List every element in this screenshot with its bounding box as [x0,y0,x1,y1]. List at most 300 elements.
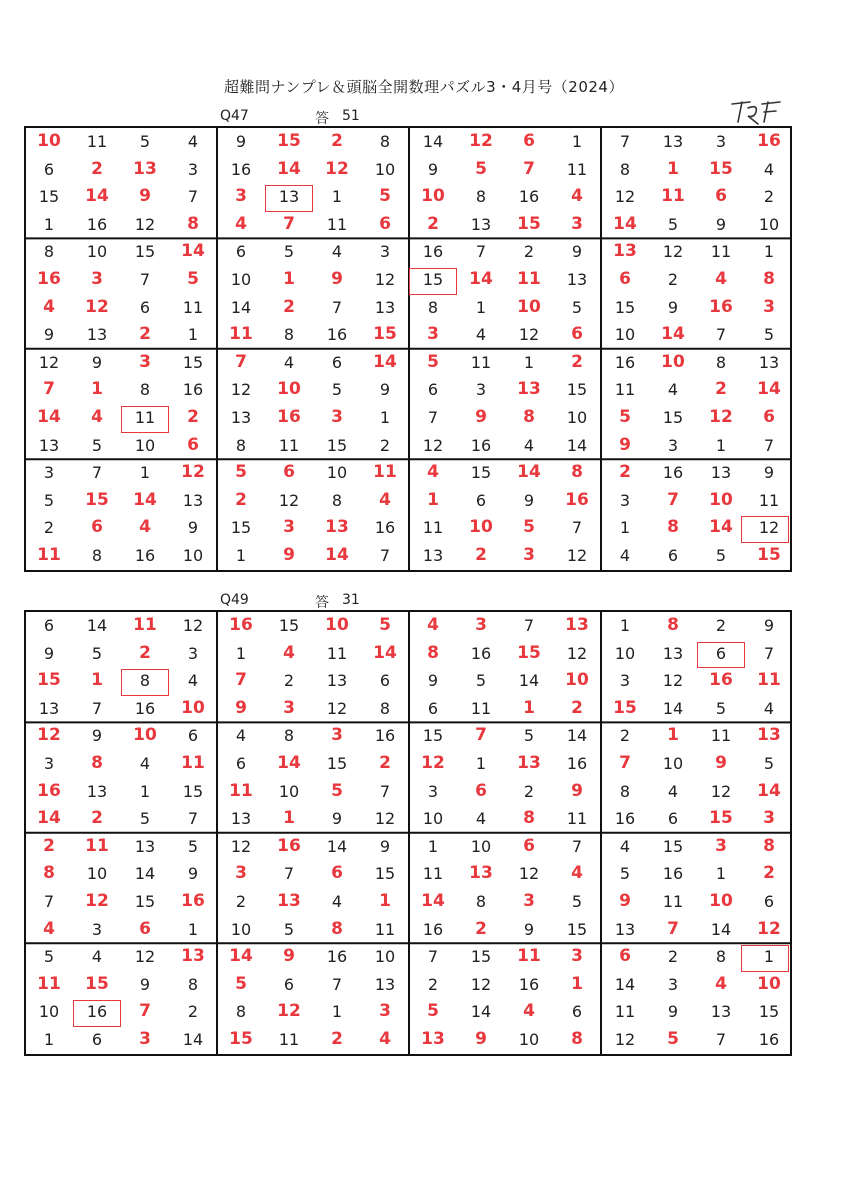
grid-cell: 2 [667,270,679,289]
grid-cell: 10 [182,546,204,565]
sudoku-grid [24,126,792,572]
grid-cell: 3 [91,269,103,289]
grid-cell: 7 [331,297,343,317]
grid-cell: 5 [523,517,535,538]
grid-cell: 4 [91,947,103,967]
grid-cell: 16 [518,974,540,994]
grid-cell: 5 [619,407,631,427]
grid-cell: 1 [763,242,775,262]
grid-cell: 9 [331,269,343,289]
grid-cell: 8 [523,808,535,829]
grid-cell: 16 [422,919,444,939]
grid-cell: 8 [427,297,439,317]
grid-cell: 11 [86,132,108,151]
grid-cell: 15 [230,518,252,538]
grid-cell: 8 [475,187,487,207]
grid-cell: 11 [517,946,541,967]
grid-cell: 7 [523,616,535,635]
grid-cell: 12 [326,698,348,718]
grid-cell: 8 [379,132,391,151]
grid-cell: 13 [470,214,492,234]
grid-cell: 6 [43,159,55,179]
grid-cell: 12 [374,809,396,829]
grid-cell: 10 [517,296,541,317]
grid-cell: 4 [91,407,103,427]
grid-cell: 5 [427,351,439,372]
grid-cell: 16 [709,670,733,691]
grid-cell: 13 [278,187,300,207]
grid-cell: 11 [517,269,541,289]
grid-cell: 6 [139,297,151,317]
grid-cell: 4 [187,671,199,691]
highlight-box [409,268,457,295]
grid-cell: 13 [277,891,301,911]
grid-cell: 1 [763,947,775,967]
grid-cell: 15 [470,463,492,483]
grid-cell: 9 [523,919,535,939]
grid-cell: 16 [37,269,61,289]
grid-cell: 1 [331,1002,343,1022]
grid-cell: 11 [37,545,61,565]
grid-cell: 1 [667,725,679,746]
grid-cell: 7 [763,435,775,455]
grid-cell: 11 [566,159,588,179]
grid-cell: 13 [517,753,541,773]
grid-cell: 7 [667,489,679,510]
grid-cell: 12 [757,918,781,939]
grid-cell: 16 [422,242,444,262]
grid-cell: 11 [181,753,205,773]
grid-cell: 13 [710,1002,732,1022]
grid-cell: 11 [470,698,492,718]
grid-cell: 14 [373,642,397,663]
grid-cell: 3 [571,213,583,234]
grid-cell: 8 [763,269,775,289]
grid-cell: 16 [566,754,588,773]
grid-cell: 9 [571,242,583,262]
grid-cell: 5 [427,1001,439,1022]
grid-cell: 6 [331,863,343,884]
grid-cell: 6 [331,352,343,372]
grid-cell: 6 [235,242,247,262]
grid-cell: 4 [139,517,151,538]
grid-cell: 6 [187,726,199,746]
grid-cell: 5 [763,325,775,345]
grid-cell: 13 [757,725,781,746]
grid-cell: 6 [235,754,247,773]
grid-cell: 14 [229,946,253,967]
grid-cell: 9 [139,974,151,994]
grid-cell: 5 [331,380,343,400]
grid-cell: 15 [326,435,348,455]
grid-cell: 12 [710,781,732,801]
sudoku-grid [24,610,792,1056]
grid-cell: 1 [475,754,487,773]
grid-cell: 16 [86,214,108,234]
grid-cell: 10 [374,159,396,179]
grid-cell: 4 [139,754,151,773]
grid-cell: 16 [758,1030,780,1049]
grid-cell: 11 [710,726,732,746]
grid-cell: 1 [523,697,535,718]
grid-cell: 11 [229,780,253,801]
grid-cell: 1 [91,379,103,400]
grid-cell: 8 [667,517,679,538]
grid-cell: 7 [91,463,103,483]
grid-cell: 14 [277,753,301,773]
highlight-box [265,185,313,212]
grid-cell: 9 [619,434,631,455]
answer-value: 31 [342,592,360,608]
grid-cell: 11 [326,643,348,663]
grid-cell: 14 [757,379,781,400]
grid-cell: 15 [373,324,397,345]
grid-cell: 10 [86,864,108,884]
grid-cell: 3 [715,132,727,151]
grid-cell: 4 [187,132,199,151]
grid-cell: 2 [379,435,391,455]
grid-cell: 2 [523,242,535,262]
grid-cell: 5 [667,214,679,234]
grid-cell: 3 [139,351,151,372]
grid-cell: 14 [470,1002,492,1022]
grid-cell: 13 [565,615,589,635]
grid-cell: 1 [475,297,487,317]
grid-cell: 12 [518,864,540,884]
grid-cell: 3 [283,517,295,538]
grid-cell: 15 [37,670,61,691]
grid-cell: 15 [182,352,204,372]
grid-cell: 12 [758,518,780,538]
grid-cell: 3 [43,754,55,773]
grid-cell: 9 [523,490,535,510]
grid-cell: 16 [326,325,348,345]
grid-cell: 13 [614,919,636,939]
grid-cell: 8 [619,781,631,801]
grid-cell: 16 [662,463,684,483]
grid-cell: 2 [763,187,775,207]
grid-cell: 15 [517,213,541,234]
grid-cell: 1 [427,836,439,856]
grid-cell: 5 [379,615,391,635]
grid-cell: 6 [427,380,439,400]
grid-cell: 1 [91,670,103,691]
grid-cell: 8 [139,380,151,400]
grid-cell: 7 [427,947,439,967]
grid-cell: 16 [662,864,684,884]
grid-cell: 11 [326,214,348,234]
grid-cell: 3 [283,697,295,718]
grid-cell: 7 [763,643,775,663]
grid-cell: 14 [421,891,445,911]
grid-cell: 10 [709,489,733,510]
grid-cell: 6 [763,407,775,427]
grid-cell: 12 [566,546,588,565]
grid-cell: 8 [283,726,295,746]
grid-cell: 3 [379,242,391,262]
grid-cell: 11 [37,973,61,994]
grid-cell: 7 [187,187,199,207]
grid-cell: 9 [763,616,775,635]
grid-cell: 6 [379,213,391,234]
grid-cell: 5 [139,132,151,151]
grid-cell: 15 [374,864,396,884]
grid-cell: 7 [667,918,679,939]
grid-cell: 4 [763,698,775,718]
grid-cell: 2 [475,918,487,939]
grid-cell: 4 [331,242,343,262]
grid-cell: 10 [230,270,252,289]
grid-cell: 6 [667,809,679,829]
grid-cell: 14 [37,808,61,829]
grid-cell: 12 [230,836,252,856]
grid-cell: 9 [187,518,199,538]
grid-cell: 15 [709,808,733,829]
grid-cell: 14 [422,132,444,151]
grid-cell: 12 [709,407,733,427]
grid-cell: 10 [421,186,445,207]
grid-cell: 8 [139,671,151,691]
grid-cell: 13 [662,132,684,151]
grid-cell: 16 [470,643,492,663]
grid-cell: 9 [283,545,295,565]
grid-cell: 1 [139,463,151,483]
grid-cell: 4 [763,159,775,179]
grid-cell: 9 [715,753,727,773]
grid-cell: 12 [662,671,684,691]
grid-cell: 5 [475,671,487,691]
grid-cell: 13 [86,781,108,801]
grid-cell: 5 [763,754,775,773]
grid-cell: 11 [373,462,397,483]
grid-cell: 16 [470,435,492,455]
grid-cell: 12 [182,616,204,635]
grid-cell: 7 [283,864,295,884]
answer-label: 答 [315,111,329,127]
grid-cell: 8 [667,615,679,635]
grid-cell: 5 [331,780,343,801]
grid-cell: 7 [619,753,631,773]
grid-cell: 8 [763,835,775,856]
grid-cell: 16 [614,809,636,829]
grid-cell: 12 [181,462,205,483]
grid-cell: 15 [566,919,588,939]
grid-cell: 4 [619,836,631,856]
grid-cell: 14 [710,919,732,939]
grid-cell: 13 [374,974,396,994]
grid-cell: 1 [187,919,199,939]
grid-cell: 9 [91,726,103,746]
grid-cell: 13 [326,671,348,691]
grid-cell: 6 [715,643,727,663]
grid-cell: 6 [475,780,487,801]
grid-cell: 2 [667,947,679,967]
grid-cell: 2 [235,489,247,510]
grid-cell: 11 [662,892,684,911]
grid-cell: 16 [614,352,636,372]
grid-cell: 15 [422,270,444,289]
grid-cell: 8 [91,753,103,773]
grid-cell: 8 [715,352,727,372]
grid-cell: 15 [614,297,636,317]
grid-cell: 4 [715,973,727,994]
grid-cell: 5 [715,546,727,565]
grid-cell: 16 [374,726,396,746]
grid-cell: 4 [475,809,487,829]
grid-cell: 15 [278,616,300,635]
grid-cell: 7 [139,270,151,289]
grid-cell: 9 [379,836,391,856]
grid-cell: 8 [43,863,55,884]
grid-cell: 7 [715,1030,727,1049]
grid-cell: 7 [91,698,103,718]
grid-cell: 1 [43,1030,55,1049]
grid-cell: 1 [187,325,199,345]
grid-cell: 4 [235,726,247,746]
grid-cell: 12 [469,131,493,151]
grid-cell: 5 [91,435,103,455]
grid-cell: 11 [422,518,444,538]
grid-cell: 5 [43,490,55,510]
grid-cell: 16 [757,131,781,151]
grid-cell: 4 [43,296,55,317]
grid-cell: 1 [379,408,391,427]
grid-cell: 12 [85,296,109,317]
grid-cell: 15 [613,697,637,718]
grid-cell: 2 [139,642,151,663]
grid-cell: 12 [37,725,61,746]
grid-cell: 8 [427,642,439,663]
grid-cell: 6 [571,1002,583,1022]
grid-cell: 8 [619,159,631,179]
grid-cell: 10 [661,351,685,372]
grid-cell: 5 [619,864,631,884]
grid-cell: 5 [187,836,199,856]
grid-cell: 11 [758,490,780,510]
grid-cell: 6 [91,517,103,538]
grid-cell: 8 [43,242,55,262]
grid-cell: 3 [619,671,631,691]
grid-cell: 8 [187,974,199,994]
grid-cell: 14 [134,864,156,884]
grid-cell: 4 [331,892,343,911]
grid-cell: 11 [278,1030,300,1049]
grid-cell: 14 [326,836,348,856]
grid-cell: 7 [43,379,55,400]
grid-cell: 9 [715,214,727,234]
grid-cell: 14 [613,213,637,234]
grid-cell: 12 [614,187,636,207]
grid-cell: 2 [43,518,55,538]
grid-cell: 14 [182,1030,204,1049]
grid-cell: 7 [379,781,391,801]
page-title: 超難問ナンプレ＆頭脳全開数理パズル3・4月号（2024） [224,78,624,96]
grid-cell: 13 [374,297,396,317]
grid-cell: 5 [571,892,583,911]
grid-cell: 11 [614,1002,636,1022]
grid-cell: 10 [230,919,252,939]
grid-cell: 4 [523,1001,535,1022]
grid-cell: 10 [662,754,684,773]
grid-cell: 10 [133,725,157,746]
grid-cell: 10 [374,947,396,967]
grid-cell: 16 [37,780,61,801]
grid-cell: 14 [566,726,588,746]
grid-cell: 13 [566,270,588,289]
grid-cell: 3 [427,324,439,345]
grid-cell: 14 [469,269,493,289]
grid-cell: 15 [326,754,348,773]
grid-cell: 8 [715,947,727,967]
grid-cell: 6 [187,434,199,455]
grid-cell: 15 [566,380,588,400]
grid-cell: 6 [43,616,55,635]
puzzle-label: Q47 [220,108,249,124]
grid-cell: 6 [379,671,391,691]
grid-cell: 1 [139,781,151,801]
grid-cell: 3 [139,1029,151,1049]
grid-cell: 10 [470,836,492,856]
grid-cell: 3 [43,463,55,483]
highlight-box [697,642,745,669]
grid-cell: 13 [758,352,780,372]
grid-cell: 8 [235,1002,247,1022]
grid-cell: 4 [523,435,535,455]
grid-cell: 15 [38,187,60,207]
grid-cell: 14 [518,671,540,691]
grid-cell: 9 [139,186,151,207]
grid-cell: 11 [566,809,588,829]
grid-cell: 14 [662,698,684,718]
grid-cell: 3 [331,407,343,427]
grid-cell: 16 [229,615,253,635]
grid-cell: 4 [427,615,439,635]
grid-cell: 10 [181,697,205,718]
grid-cell: 15 [85,973,109,994]
grid-cell: 2 [331,1029,343,1049]
grid-cell: 11 [133,615,157,635]
grid-cell: 9 [427,671,439,691]
grid-cell: 6 [667,546,679,565]
grid-cell: 5 [667,1029,679,1049]
grid-cell: 7 [187,809,199,829]
grid-cell: 7 [235,351,247,372]
grid-cell: 16 [326,947,348,967]
grid-cell: 2 [379,753,391,773]
grid-cell: 16 [134,698,156,718]
grid-cell: 10 [518,1030,540,1049]
grid-cell: 15 [517,642,541,663]
grid-cell: 11 [757,670,781,691]
grid-cell: 3 [667,974,679,994]
grid-cell: 10 [709,891,733,911]
grid-cell: 7 [523,158,535,179]
grid-cell: 9 [619,891,631,911]
grid-cell: 11 [710,242,732,262]
grid-cell: 2 [235,892,247,911]
grid-cell: 14 [566,435,588,455]
grid-cell: 3 [715,835,727,856]
grid-cell: 4 [619,546,631,565]
grid-cell: 10 [422,809,444,829]
grid-cell: 2 [715,616,727,635]
grid-cell: 1 [427,489,439,510]
grid-cell: 16 [134,546,156,565]
grid-cell: 2 [523,781,535,801]
grid-cell: 9 [763,463,775,483]
grid-cell: 9 [571,780,583,801]
grid-cell: 14 [86,616,108,635]
